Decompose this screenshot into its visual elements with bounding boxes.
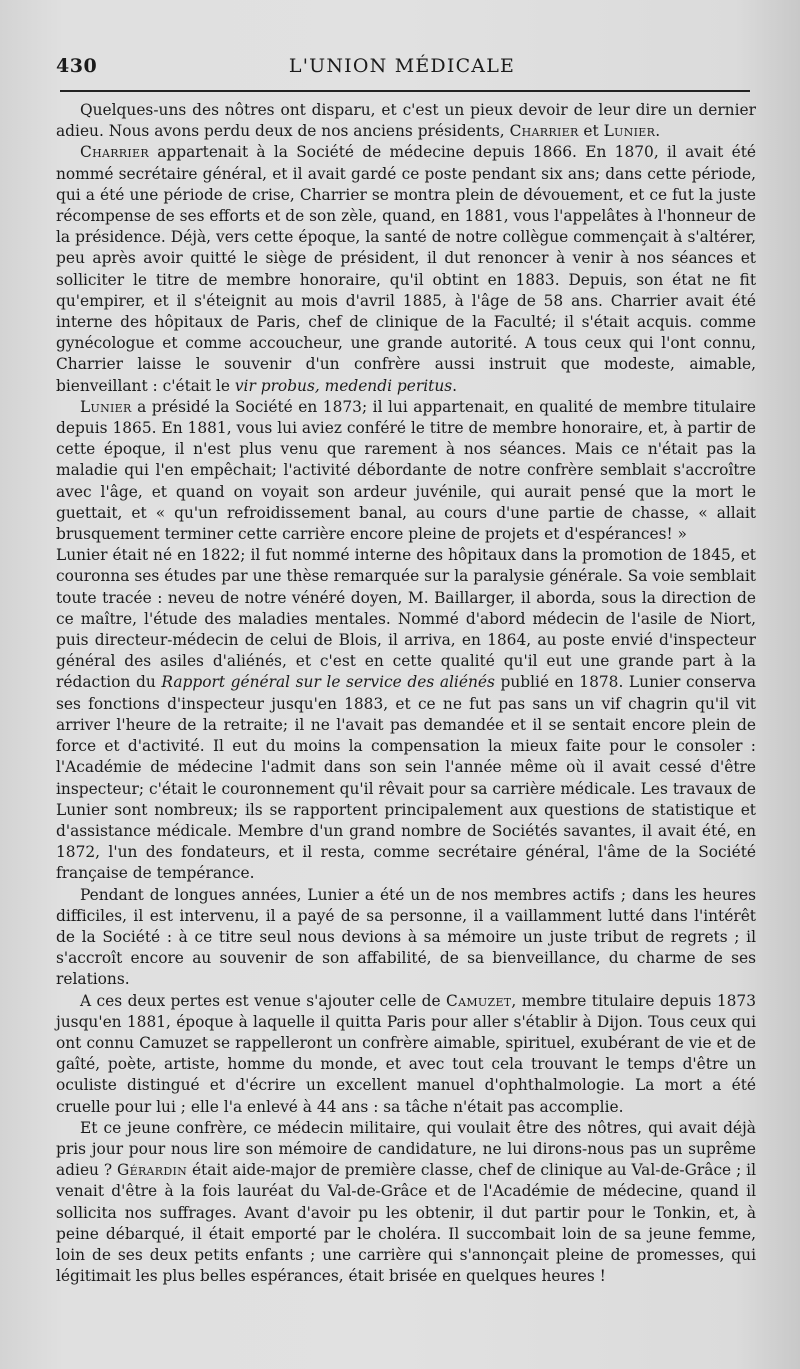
article-body [56,100,756,1287]
paragraph [56,545,756,884]
text-run: Lunier était né en 1822; il fut nommé interne des hôpitaux dans la promotion de 1845, et couronna ses études par une thèse remarquée sur la paralysie générale. Sa voie semblait toute tracée : neveu de notre vénéré doyen, M. Baillarger, il aborda, sous la direction de ce maître, l'étude des maladies mentales. Nommé d'abord médecin de l'asile de Niort, puis directeur-médecin de celui de Blois, il arriva, en 1864, au poste envié d'inspecteur général des asiles d'aliénés, et c'est en cette qualité qu'il eut une grande part à la rédaction du [56,546,756,692]
person-name: Charrier [80,143,149,162]
person-name: Gérardin [117,1161,188,1180]
paragraph [56,142,756,396]
italic-text: vir probus, medendi peritus [234,376,453,395]
text-run: Et ce jeune confrère, ce médecin militaire, qui voulait être des nôtres, qui avait déjà pris jour pour nous lire son mémoire de candidature, ne lui dirons-nous pas un suprême adieu ? [56,1118,756,1180]
page-number: 430 [56,55,98,77]
text-run: Quelques-uns des nôtres ont disparu, et c'est un pieux devoir de leur dire un dernier adieu. Nous avons perdu deux de nos anciens présidents, [56,101,756,141]
header-rule [60,90,750,92]
text-run: et [578,122,604,141]
paragraph [56,1118,756,1288]
paragraph [56,991,756,1118]
person-name: Camuzet [446,991,512,1010]
text-run: A ces deux pertes est venue s'ajouter celle de [80,991,447,1010]
person-name: Lunier [603,122,656,141]
person-name: Charrier [509,122,579,141]
text-run: publié en 1878. Lunier conserva ses fonctions d'inspecteur jusqu'en 1883, et ce ne fut pas sans un vif chagrin qu'il vit arriver l'heure de la retraite; il ne l'avait pas demandée et il se sentait encore plein de force et d'activité. Il eut du moins la compensation la mieux faite pour le consoler : l'Académie de médecine l'admit dans son sein l'année même où il avait cessé d'être inspecteur; c'était le couronnement qu'il rêvait pour sa carrière médicale. Les travaux de Lunier sont nombreux; ils se rapportent principalement aux questions de statistique et d'assistance médicale. Membre d'un grand nombre de Sociétés savantes, il avait été, en 1872, l'un des fondateurs, et il resta, comme secrétaire général, l'âme de la Société française de tempérance. [56,673,757,883]
text-run: était aide-major de première classe, chef de clinique au Val-de-Grâce ; il venait d'être à la fois lauréat du Val-de-Grâce et de l'Académie de médecine, quand il sollicita nos suffrages. Avant d'avoir pu les obtenir, il dut partir pour le Tonkin, et, à peine débarqué, il était emporté par le choléra. Il succombait loin de sa jeune femme, loin de ses deux petits enfants ; une carrière qui s'annonçait pleine de promesses, qui légitimait les plus belles espérances, était brisée en quelques heures ! [56,1161,756,1286]
text-run: Pendant de longues années, Lunier a été un de nos membres actifs ; dans les heures difficiles, il est intervenu, il a payé de sa personne, il a vaillamment lutté dans l'intérêt de la Société : à ce titre seul nous devions à sa mémoire un juste tribut de regrets ; il s'accroît encore au souvenir de son affabilité, de sa bienveillance, du charme de ses relations. [56,885,756,989]
text-run: a présidé la Société en 1873; il lui appartenait, en qualité de membre titulaire depuis 1865. En 1881, vous lui aviez conféré le titre de membre honoraire, et, à partir de cette époque, il n'est plus venu que rarement à nos séances. Mais ce n'était pas la maladie qui l'en empêchait; l'activité débordante de notre confrère semblait s'accroître avec l'âge, et quand on voyait son ardeur juvénile, qui aurait pensé que la mort le guettait, et « qu'un refroidissement banal, au cours d'une partie de chasse, « allait brusquement terminer cette carrière encore pleine de projets et d'espérances! » [56,397,756,544]
paragraph [56,100,756,142]
text-run: . [655,122,661,141]
page-header [56,55,748,85]
running-title: L'UNION MÉDICALE [288,55,516,77]
person-name: Lunier [80,397,132,416]
text-run: . [452,376,458,395]
italic-text: Rapport général sur le service des aliénés [161,673,495,692]
paragraph [56,885,756,991]
paragraph [56,397,756,545]
text-run: , membre titulaire depuis 1873 jusqu'en 1881, époque à laquelle il quitta Paris pour aller s'établir à Dijon. Tous ceux qui ont connu Camuzet se rappelleront un confrère aimable, spirituel, exubérant de vie et de gaîté, poète, artiste, homme du monde, et avec tout cela trouvant le temps d'être un oculiste distingué et d'écrire un excellent manuel d'ophthalmologie. La mort a été cruelle pour lui ; elle l'a enlevé à 44 ans : sa tâche n'était pas accomplie. [56,991,757,1116]
text-run: appartenait à la Société de médecine depuis 1866. En 1870, il avait été nommé secrétaire général, et il avait gardé ce poste pendant six ans; dans cette période, qui a été une période de crise, Charrier se montra plein de dévouement, et ce fut la juste récompense de ses efforts et de son zèle, quand, en 1881, vous l'appelâtes à l'honneur de la présidence. Déjà, vers cette époque, la santé de notre collègue commençait à s'altérer, peu après avoir quitté le siège de président, il dut renoncer à venir à nos séances et solliciter le titre de membre honoraire, qu'il obtint en 1883. Depuis, son état ne fit qu'empirer, et il s'éteignit au mois d'avril 1885, à l'âge de 58 ans. Charrier avait été interne des hôpitaux de Paris, chef de clinique de la Faculté; il s'était acquis. comme gynécologue et comme accoucheur, une grande autorité. A tous ceux qui l'ont connu, Charrier laisse le souvenir d'un confrère aussi instruit que modeste, aimable, bienveillant : c'était le [56,143,756,395]
